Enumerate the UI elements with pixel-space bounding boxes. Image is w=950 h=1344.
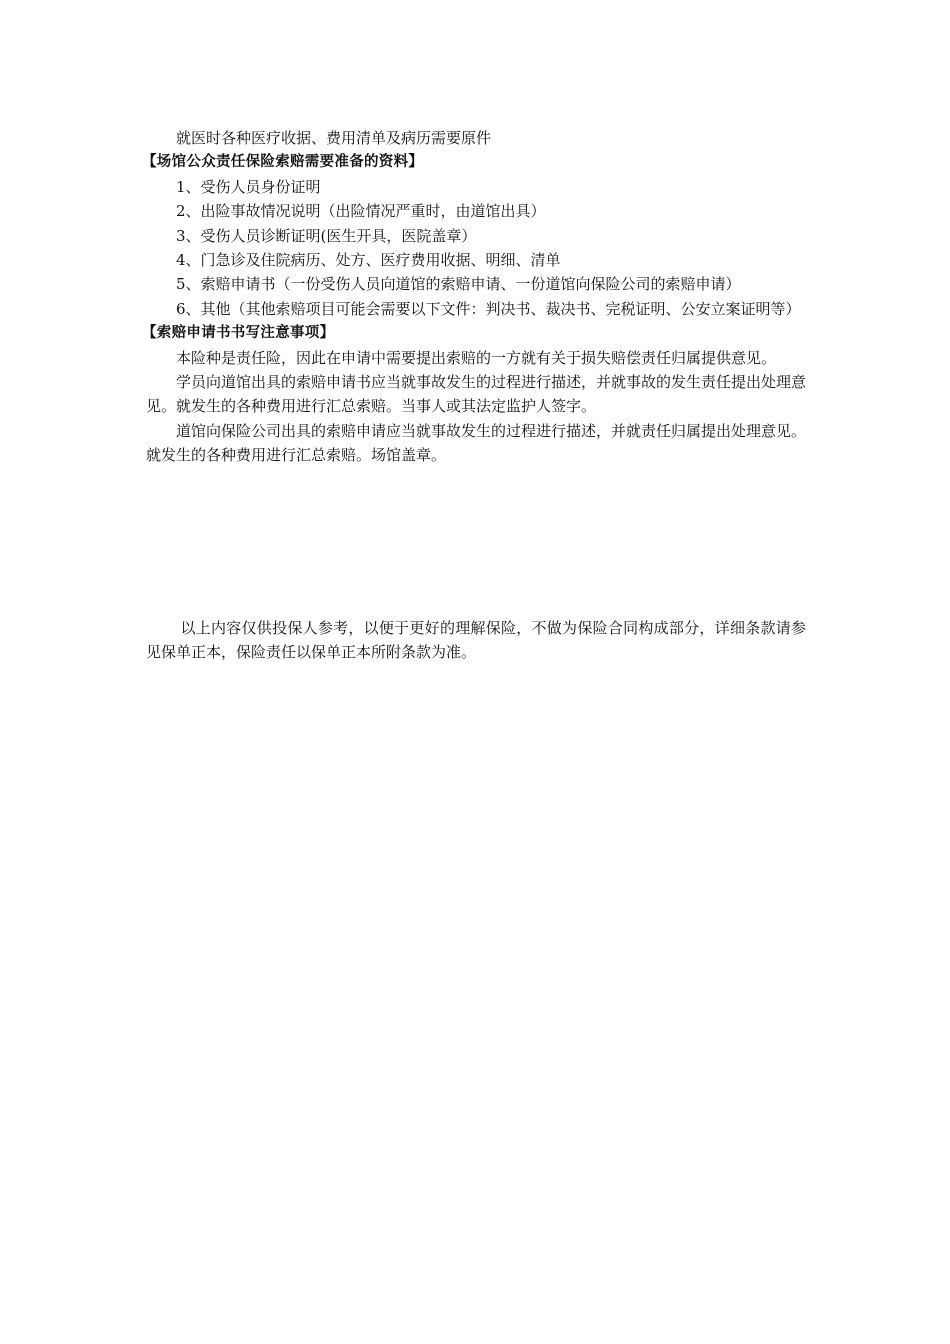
- list-item: 2、出险事故情况说明（出险情况严重时，由道馆出具）: [176, 202, 546, 221]
- section-heading-materials: 【场馆公众责任保险索赔需要准备的资料】: [142, 154, 424, 171]
- list-item: 3、受伤人员诊断证明(医生开具，医院盖章）: [176, 226, 477, 245]
- intro-paragraph: 就医时各种医疗收据、费用清单及病历需要原件: [176, 129, 492, 147]
- list-item: 6、其他（其他索赔项目可能会需要以下文件：判决书、裁决书、完税证明、公安立案证明等）: [176, 299, 801, 318]
- notes-paragraph: 学员向道馆出具的索赔申请书应当就事故发生的过程进行描述，并就事故的发生责任提出处理意见。就发生的各种费用进行汇总索赔。当事人或其法定监护人签字。: [146, 373, 807, 416]
- list-item: 4、门急诊及住院病历、处方、医疗费用收据、明细、清单: [176, 251, 561, 270]
- notes-paragraph: 道馆向保险公司出具的索赔申请应当就事故发生的过程进行描述，并就责任归属提出处理意见。就发生的各种费用进行汇总索赔。场馆盖章。: [146, 421, 807, 465]
- list-item: 1、受伤人员身份证明: [176, 177, 321, 196]
- list-item: 5、索赔申请书（一份受伤人员向道馆的索赔申请、一份道馆向保险公司的索赔申请）: [176, 275, 741, 294]
- spacer: [146, 468, 806, 616]
- materials-list: [146, 175, 806, 321]
- document-page: [142, 126, 807, 665]
- disclaimer-paragraph: 以上内容仅供投保人参考，以便于更好的理解保险，不做为保险合同构成部分，详细条款请参见保单正本，保险责任以保单正本所附条款为准。: [146, 618, 806, 662]
- notes-paragraph: 本险种是责任险，因此在申请中需要提出索赔的一方就有关于损失赔偿责任归属提供意见。: [176, 348, 777, 367]
- section-heading-application-notes: 【索赔申请书书写注意事项】: [142, 325, 335, 342]
